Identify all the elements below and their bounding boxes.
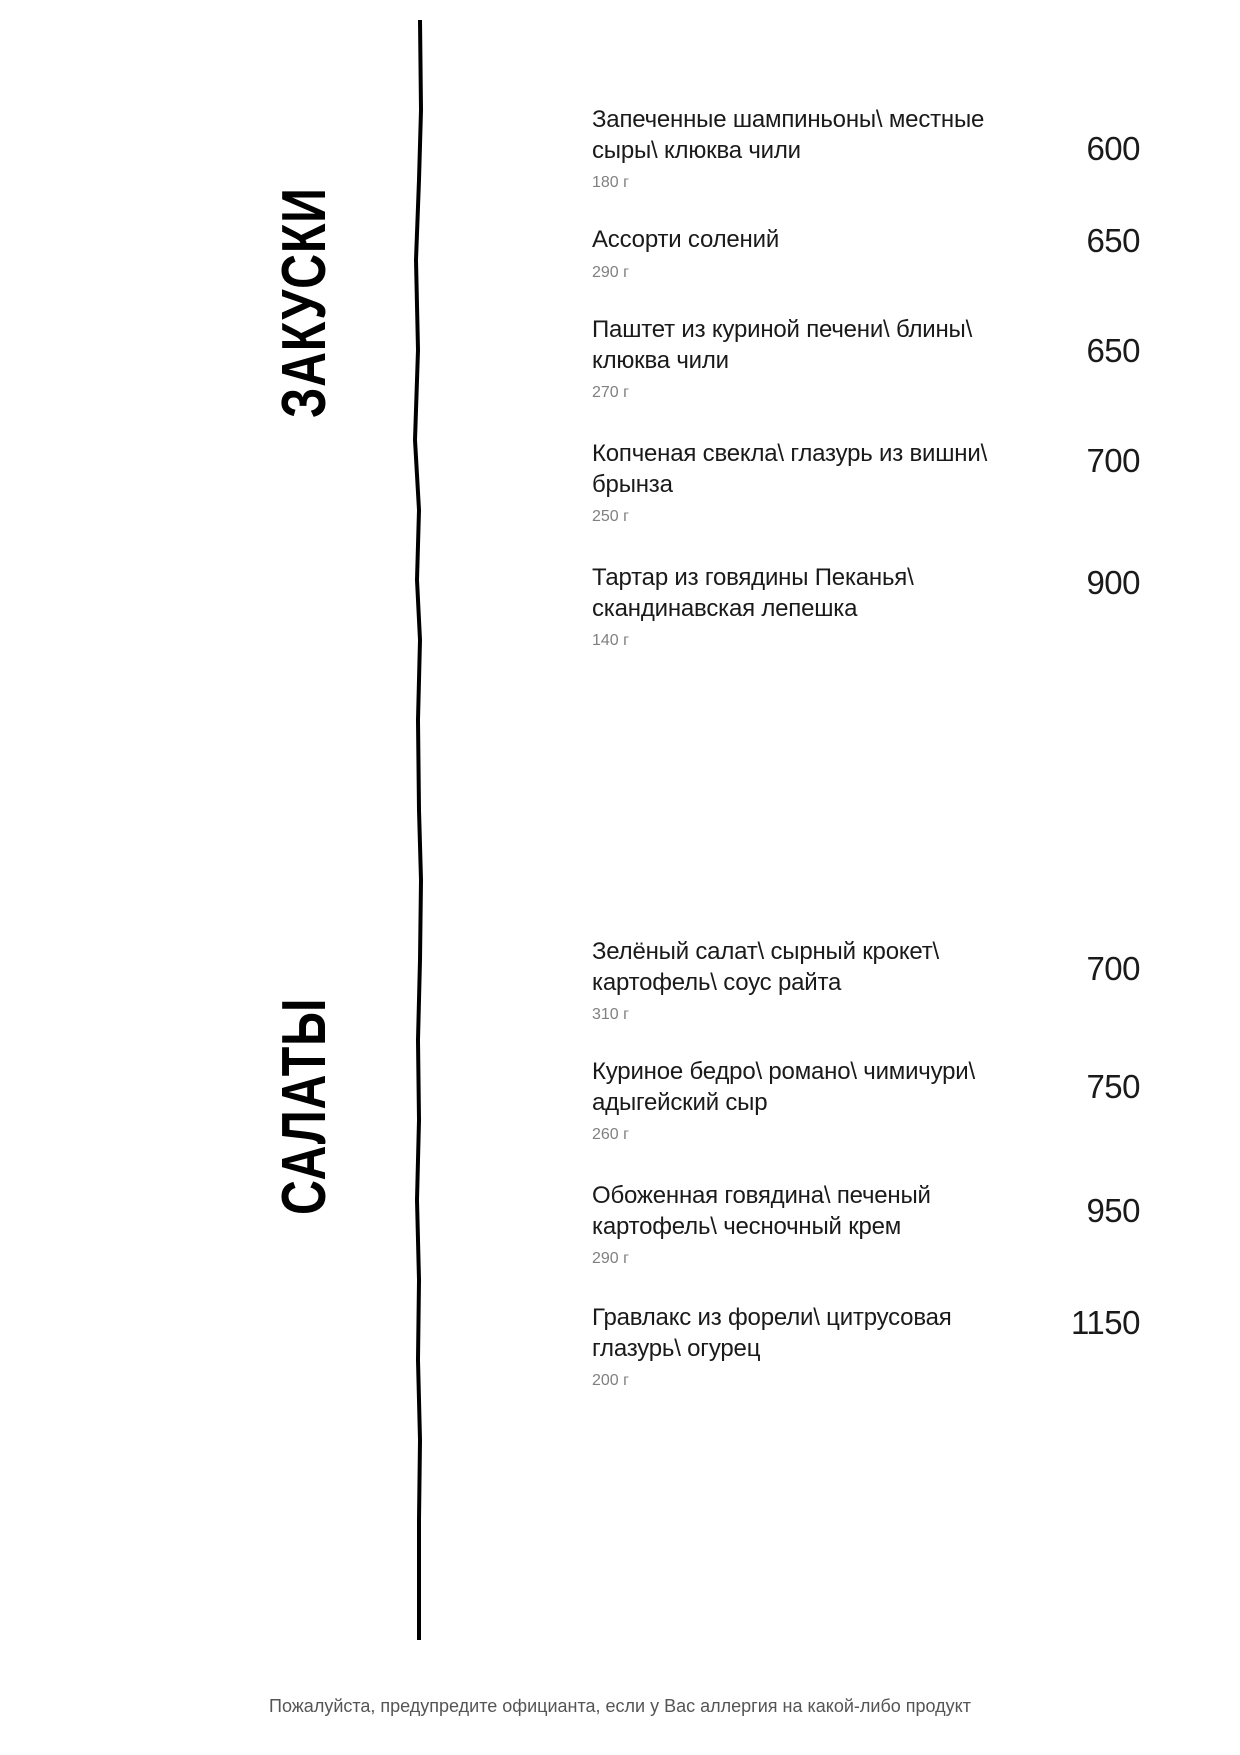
dish-name: Запеченные шампиньоны\ местные сыры\ клюква чили <box>592 106 985 164</box>
menu-item <box>592 314 1152 424</box>
dish-price: 750 <box>1086 1068 1140 1105</box>
dish-price: 950 <box>1086 1192 1140 1229</box>
menu-item <box>592 1302 1152 1412</box>
dish-name: Ассорти солений <box>592 226 780 253</box>
dish-name: Тартар из говядины Пеканья\ скандинавская лепешка <box>592 564 914 622</box>
dish-price: 900 <box>1086 564 1140 601</box>
menu-item <box>592 936 1152 1046</box>
dish-price: 650 <box>1086 332 1140 369</box>
dish-price: 700 <box>1086 442 1140 479</box>
section-title-salaty: САЛАТЫ <box>270 997 339 1215</box>
dish-weight: 140 г <box>592 632 629 649</box>
dish-name: Зелёный салат\ сырный крокет\ картофель\ соус райта <box>592 938 940 996</box>
dish-price: 1150 <box>1071 1304 1140 1341</box>
dish-weight: 290 г <box>592 1250 629 1267</box>
dish-price: 650 <box>1086 222 1140 259</box>
section-title-zakuski: ЗАКУСКИ <box>270 187 339 418</box>
dish-price: 700 <box>1086 950 1140 987</box>
dish-weight: 260 г <box>592 1126 629 1143</box>
dish-name: Паштет из куриной печени\ блины\ клюква чили <box>592 316 973 374</box>
dish-weight: 290 г <box>592 264 629 281</box>
dish-weight: 270 г <box>592 384 629 401</box>
dish-weight: 200 г <box>592 1372 629 1389</box>
dish-weight: 250 г <box>592 508 629 525</box>
menu-item <box>592 1056 1152 1166</box>
dish-weight: 310 г <box>592 1006 629 1023</box>
dish-name: Гравлакс из форели\ цитрусовая глазурь\ огурец <box>592 1304 952 1362</box>
menu-item <box>592 104 1152 214</box>
allergy-note: Пожалуйста, предупредите официанта, если у Вас аллергия на какой-либо продукт <box>269 1696 971 1716</box>
dish-weight: 180 г <box>592 174 629 191</box>
menu-item <box>592 562 1152 672</box>
dish-name: Куриное бедро\ романо\ чимичури\ адыгейский сыр <box>592 1058 975 1116</box>
dish-price: 600 <box>1086 130 1140 167</box>
vertical-divider-line <box>400 20 440 1640</box>
dish-name: Обоженная говядина\ печеный картофель\ чесночный крем <box>592 1182 931 1240</box>
dish-name: Копченая свекла\ глазурь из вишни\ брынза <box>592 440 988 498</box>
menu-item <box>592 438 1152 548</box>
menu-item <box>592 1180 1152 1290</box>
